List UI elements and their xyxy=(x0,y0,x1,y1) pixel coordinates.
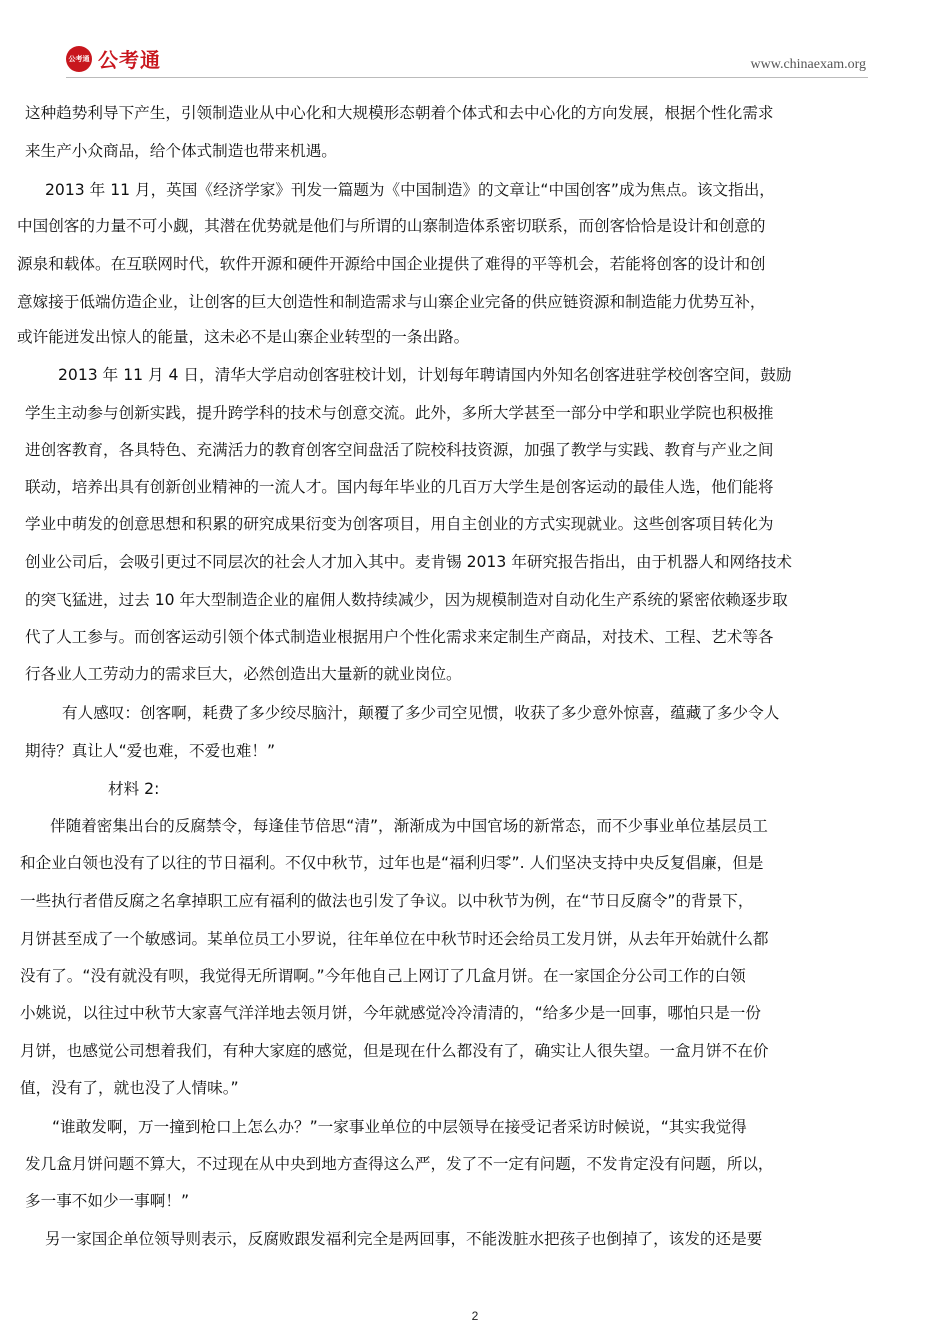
text-line: 值，没有了，就也没了人情味。” xyxy=(20,1079,239,1097)
page-number: 2 xyxy=(471,1309,479,1323)
text-line: 发几盒月饼问题不算大，不过现在从中央到地方查得这么严，发了不一定有问题，不发肯定没有问题，所以， xyxy=(25,1155,774,1173)
text-line: 源泉和载体。在互联网时代，软件开源和硬件开源给中国企业提供了难得的平等机会，若能将创客的设计和创 xyxy=(17,255,766,273)
text-line: 一些执行者借反腐之名拿掉职工应有福利的做法也引发了争议。以中秋节为例，在“节日反腐令”的背景下， xyxy=(20,892,754,910)
page-header xyxy=(0,0,950,80)
text-line: 的突飞猛进，过去 10 年大型制造企业的雇佣人数持续减少，因为规模制造对自动化生产系统的紧密依赖逐步取 xyxy=(25,591,788,609)
text-line: 中国创客的力量不可小觑，其潜在优势就是他们与所谓的山寨制造体系密切联系，而创客恰恰是设计和创意的 xyxy=(17,217,766,235)
text-line: 创业公司后，会吸引更过不同层次的社会人才加入其中。麦肯锡 2013 年研究报告指出，由于机器人和网络技术 xyxy=(25,553,792,571)
section-heading: 材料 2: xyxy=(108,780,160,798)
text-line: 多一事不如少一事啊！” xyxy=(25,1192,190,1210)
text-line: 进创客教育，各具特色、充满活力的教育创客空间盘活了院校科技资源，加强了教学与实践、教育与产业之间 xyxy=(25,441,774,459)
text-line: 代了人工参与。而创客运动引领个体式制造业根据用户个性化需求来定制生产商品，对技术、工程、艺术等各 xyxy=(25,628,774,646)
text-line: “谁敢发啊，万一撞到枪口上怎么办？”一家事业单位的中层领导在接受记者采访时候说，“其实我觉得 xyxy=(52,1118,747,1136)
text-line: 伴随着密集出台的反腐禁令，每逢佳节倍思“清”，渐渐成为中国官场的新常态，而不少事业单位基层员工 xyxy=(50,817,768,835)
header-divider xyxy=(66,77,868,78)
text-line: 期待？真让人“爱也难，不爱也难！” xyxy=(25,742,276,760)
text-line: 有人感叹：创客啊，耗费了多少绞尽脑汁，颠覆了多少司空见惯，收获了多少意外惊喜，蕴藏了多少令人 xyxy=(62,704,780,722)
text-line: 意嫁接于低端仿造企业，让创客的巨大创造性和制造需求与山寨企业完备的供应链资源和制造能力优势互补， xyxy=(17,293,766,311)
text-line: 月饼，也感觉公司想着我们，有种大家庭的感觉，但是现在什么都没有了，确实让人很失望。一盒月饼不在价 xyxy=(20,1042,769,1060)
text-line: 这种趋势利导下产生，引领制造业从中心化和大规模形态朝着个体式和去中心化的方向发展，根据个性化需求 xyxy=(25,104,774,122)
text-line: 行各业人工劳动力的需求巨大，必然创造出大量新的就业岗位。 xyxy=(25,665,462,683)
text-line: 2013 年 11 月，英国《经济学家》刊发一篇题为《中国制造》的文章让“中国创客”成为焦点。该文指出， xyxy=(45,181,775,199)
text-line: 联动，培养出具有创新创业精神的一流人才。国内每年毕业的几百万大学生是创客运动的最佳人选，他们能将 xyxy=(25,478,774,496)
text-line: 另一家国企单位领导则表示，反腐败跟发福利完全是两回事，不能泼脏水把孩子也倒掉了，该发的还是要 xyxy=(45,1230,763,1248)
text-line: 学生主动参与创新实践，提升跨学科的技术与创意交流。此外，多所大学甚至一部分中学和职业学院也积极推 xyxy=(25,404,774,422)
text-line: 学业中萌发的创意思想和积累的研究成果衍变为创客项目，用自主创业的方式实现就业。这些创客项目转化为 xyxy=(25,515,774,533)
logo-text: 公考通 xyxy=(98,48,161,72)
text-line: 2013 年 11 月 4 日，清华大学启动创客驻校计划，计划每年聘请国内外知名创客进驻学校创客空间，鼓励 xyxy=(58,366,792,384)
text-line: 月饼甚至成了一个敏感词。某单位员工小罗说，往年单位在中秋节时还会给员工发月饼，从去年开始就什么都 xyxy=(20,930,769,948)
text-line: 小姚说，以往过中秋节大家喜气洋洋地去领月饼，今年就感觉冷冷清清的，“给多少是一回事，哪怕只是一份 xyxy=(20,1004,761,1022)
text-line: 和企业白领也没有了以往的节日福利。不仅中秋节，过年也是“福利归零”. 人们坚决支持中央反复倡廉，但是 xyxy=(20,854,764,872)
text-line: 没有了。“没有就没有呗，我觉得无所谓啊。”今年他自己上网订了几盒月饼。在一家国企分公司工作的白领 xyxy=(20,967,746,985)
brand-logo[interactable] xyxy=(66,44,161,73)
site-url[interactable]: www.chinaexam.org xyxy=(750,57,866,72)
text-line: 或许能迸发出惊人的能量，这未必不是山寨企业转型的一条出路。 xyxy=(17,328,470,346)
text-line: 来生产小众商品，给个体式制造也带来机遇。 xyxy=(25,142,337,160)
logo-mark-icon: 公考通 xyxy=(66,46,92,72)
